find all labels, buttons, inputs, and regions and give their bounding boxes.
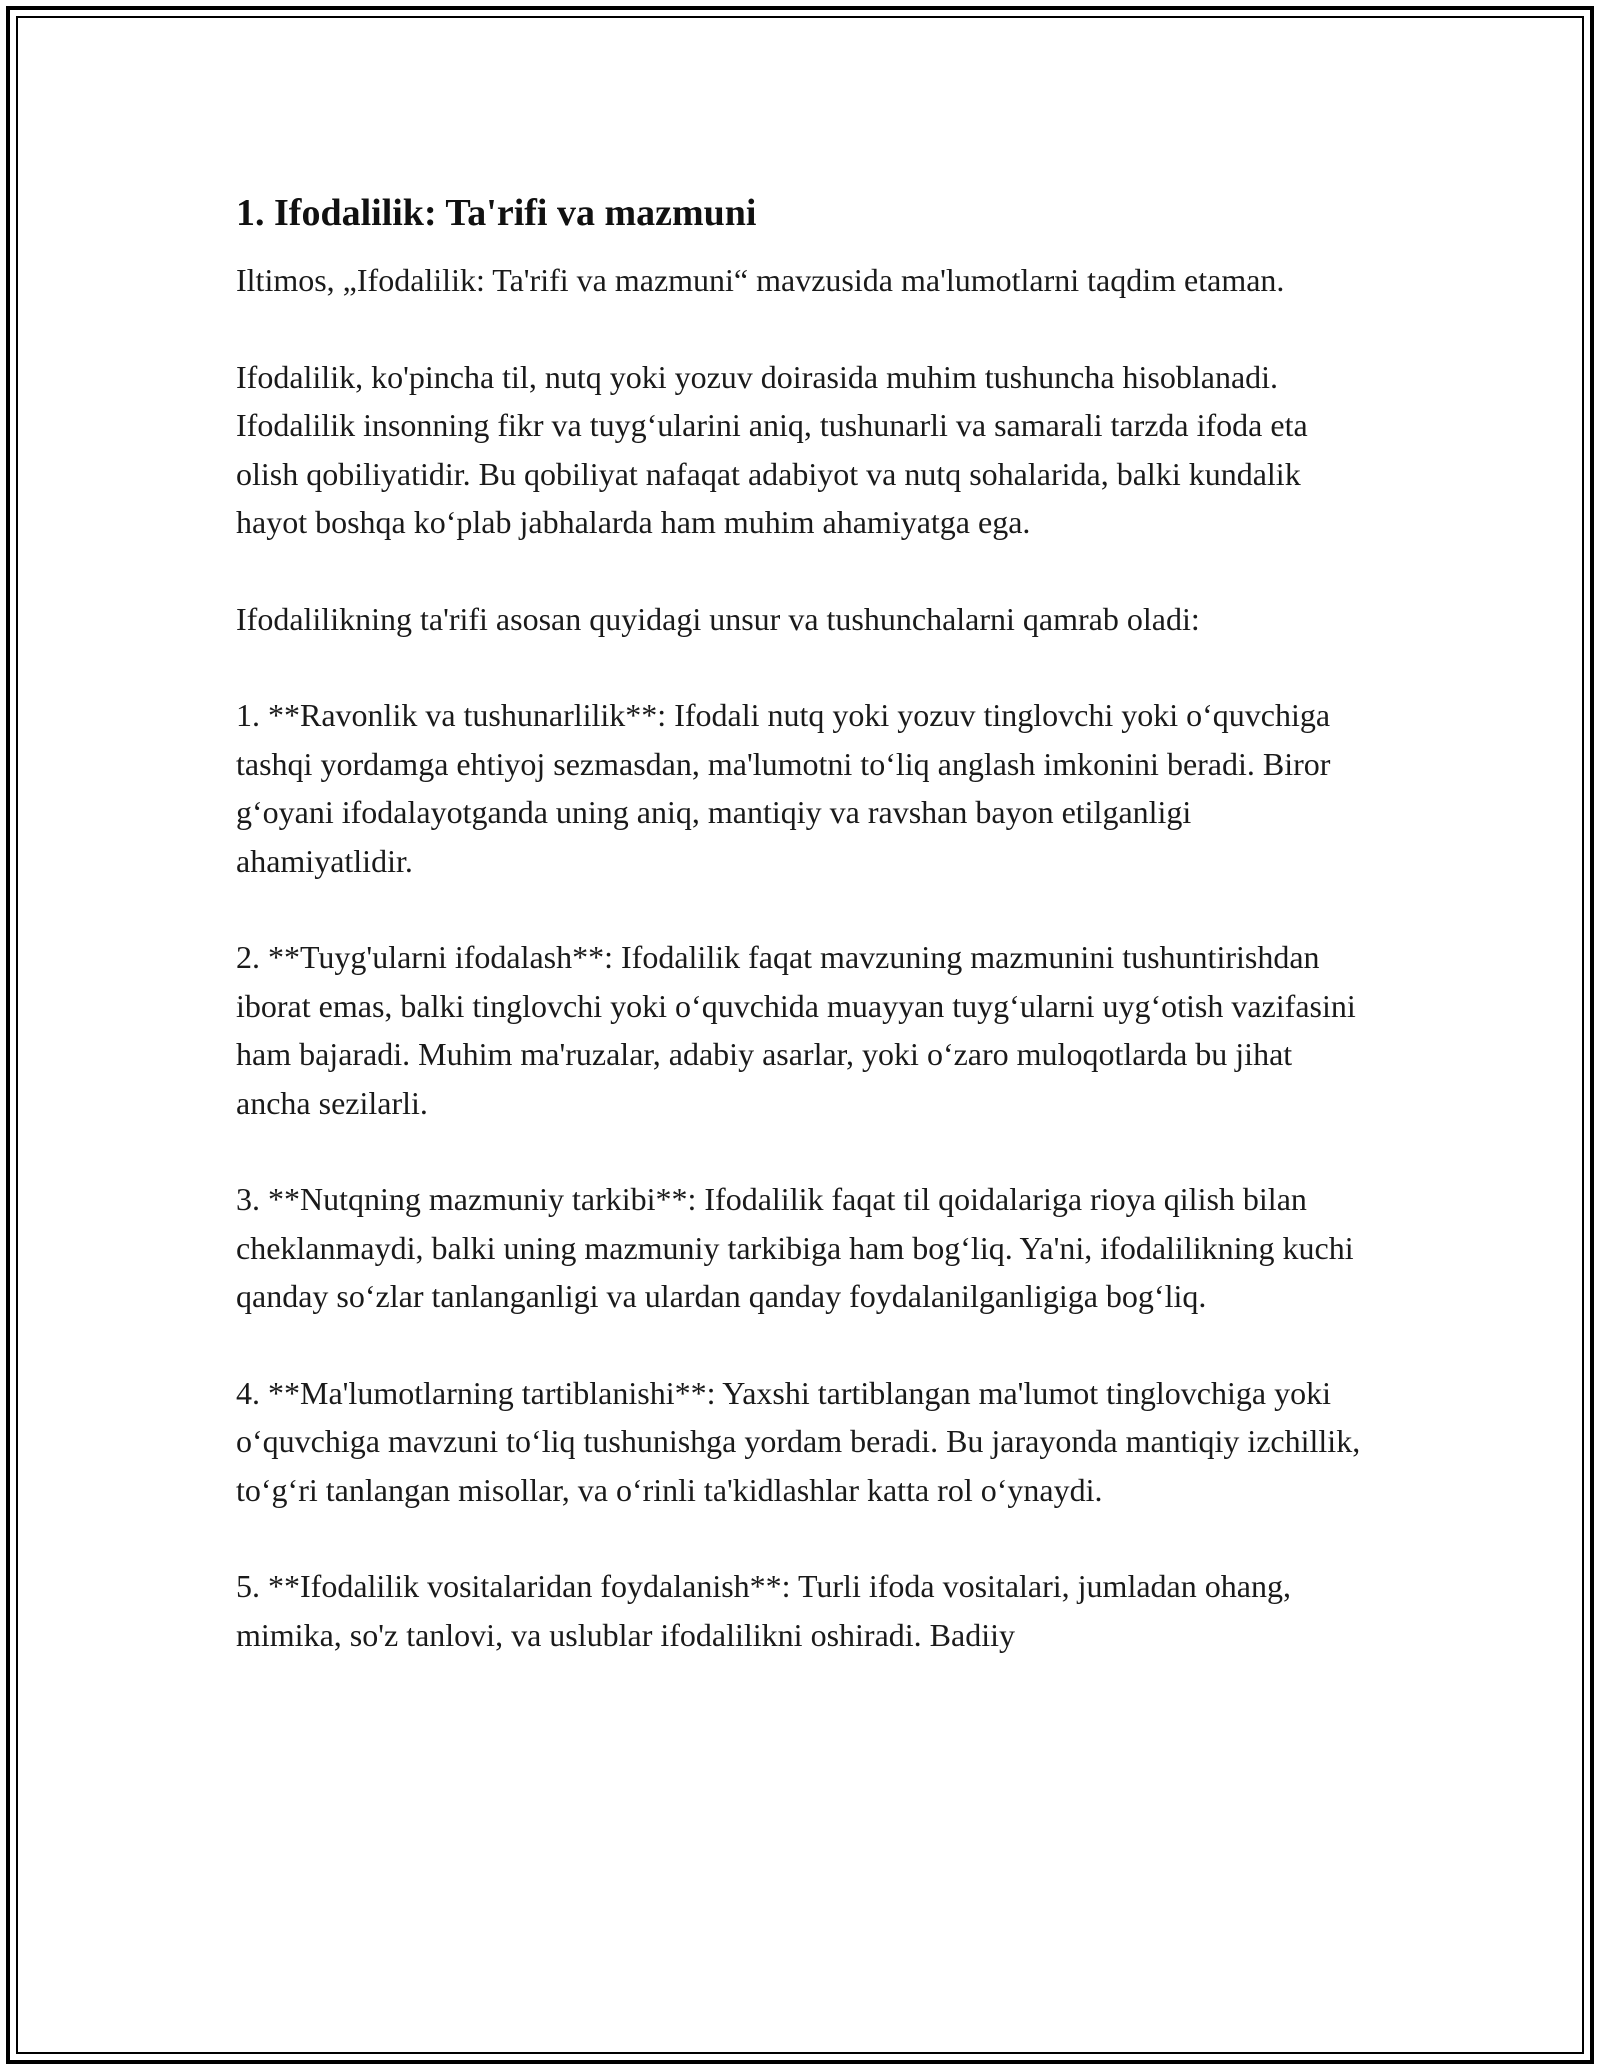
section-heading: 1. Ifodalilik: Ta'rifi va mazmuni	[236, 192, 757, 234]
list-item-4: 4. **Ma'lumotlarning tartiblanishi**: Yaxshi tartiblangan ma'lumot tinglovchiga yoki oʻquvchiga mavzuni toʻliq tushunishga yordam beradi. Bu jarayonda mantiqiy izchillik, toʻgʻri tanlangan misollar, va oʻrinli ta'kidlashlar katta rol oʻynaydi.	[236, 1374, 1361, 1508]
list-item-1: 1. **Ravonlik va tushunarlilik**: Ifodali nutq yoki yozuv tinglovchi yoki oʻquvchiga tashqi yordamga ehtiyoj sezmasdan, ma'lumotni toʻliq anglash imkonini beradi. Biror gʻoyani ifodalayotganda uning aniq, mantiqiy va ravshan bayon etilganligi ahamiyatlidir.	[236, 697, 1331, 879]
list-item-2: 2. **Tuyg'ularni ifodalash**: Ifodalilik faqat mavzuning mazmunini tushuntirishdan iborat emas, balki tinglovchi yoki oʻquvchida muayyan tuygʻularni uygʻotish vazifasini ham bajaradi. Muhim ma'ruzalar, adabiy asarlar, yoki oʻzaro muloqotlarda bu jihat ancha sezilarli.	[236, 939, 1356, 1121]
list-item-3: 3. **Nutqning mazmuniy tarkibi**: Ifodalilik faqat til qoidalariga rioya qilish bilan cheklanmaydi, balki uning mazmuniy tarkibiga ham bogʻliq. Ya'ni, ifodalilikning kuchi qanday soʻzlar tanlanganligi va ulardan qanday foydalanilganligiga bogʻliq.	[236, 1181, 1354, 1314]
list-item-5: 5. **Ifodalilik vositalaridan foydalanish**: Turli ifoda vositalari, jumladan ohang, mimika, so'z tanlovi, va uslublar ifodalilikni oshiradi. Badiiy	[236, 1568, 1291, 1653]
paragraph-definition: Ifodalilik, ko'pincha til, nutq yoki yozuv doirasida muhim tushuncha hisoblanadi. Ifodalilik insonning fikr va tuygʻularini aniq, tushunarli va samarali tarzda ifoda eta olish qobiliyatidir. Bu qobiliyat nafaqat adabiyot va nutq sohalarida, balki kundalik hayot boshqa koʻplab jabhalarda ham muhim ahamiyatga ega.	[236, 358, 1308, 540]
paragraph-intro: Iltimos, „Ifodalilik: Ta'rifi va mazmuni“ mavzusida ma'lumotlarni taqdim etaman.	[236, 262, 1285, 298]
document-body	[236, 188, 1366, 1707]
paragraph-list-lead: Ifodalilikning ta'rifi asosan quyidagi unsur va tushunchalarni qamrab oladi:	[236, 600, 1200, 637]
